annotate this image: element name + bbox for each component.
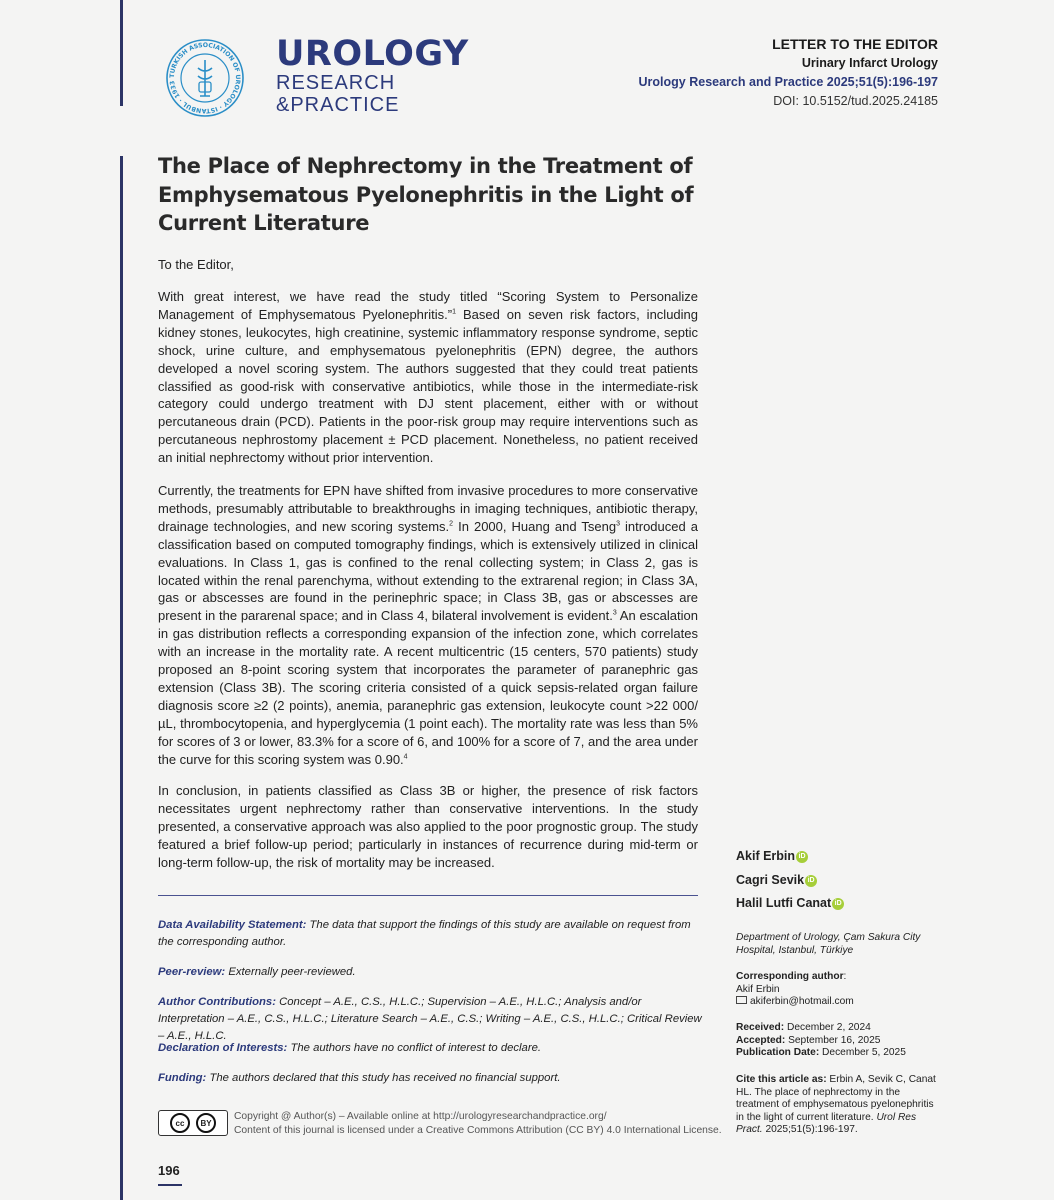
body-accent-bar [120,156,123,1200]
data-availability-label: Data Availability Statement: [158,919,307,931]
corr-author-email-row [736,996,936,1009]
by-icon: BY [196,1113,216,1133]
p2-text-a: Currently, the treatments for EPN have shifted from invasive procedures to more conservative methods, presumably attributable to breakthroughs in imaging techniques, antibiotic therapy, drainage technologies, and new scoring systems. [158,483,698,534]
data-availability-statement [158,917,703,951]
corresponding-author [736,971,936,1009]
cite-tail: 2025;51(5):196-197. [762,1124,858,1135]
paragraph-1 [158,288,698,467]
seal-text: TURKISH ASSOCIATION OF UROLOGY · ISTANBUL · 1933 [168,41,242,115]
interests-label: Declaration of Interests: [158,1042,288,1054]
p2-text-b: In 2000, Huang and Tseng [453,518,617,534]
cite-this-article [736,1074,936,1137]
cite-text: Erbin A, Sevik C, Canat HL. The place of nephrectomy in the treatment of emphysematous pyelonephritis in the light of current literature. [736,1074,936,1123]
article-dates [736,1022,936,1060]
peer-review-text: Externally peer-reviewed. [225,966,356,978]
cite-journal: Urol Res Pract. [736,1111,917,1135]
received-value: December 2, 2024 [784,1022,871,1033]
cc-by-license-badge[interactable] [158,1110,228,1136]
author-contributions [158,994,703,1045]
doi[interactable]: DOI: 10.5152/tud.2025.24185 [773,94,938,108]
corr-author-heading [736,971,936,984]
corr-author-colon: : [843,971,847,982]
received-date [736,1022,936,1035]
orcid-icon[interactable]: iD [832,898,844,910]
publication-label: Publication Date: [736,1047,820,1058]
funding-text: The authors declared that this study has received no financial support. [206,1072,561,1084]
accepted-value: September 16, 2025 [785,1034,881,1046]
journal-citation: Urology Research and Practice 2025;51(5):196-197 [638,75,938,89]
license-line: Content of this journal is licensed under a Creative Commons Attribution (CC BY) 4.0 International License. [234,1125,722,1136]
citation-ref-1[interactable]: 1 [452,308,456,316]
envelope-icon [736,996,747,1004]
article-type: LETTER TO THE EDITOR [772,36,938,52]
header-accent-bar [120,0,123,106]
association-seal-logo [165,38,245,118]
journal-wordmark [276,36,469,116]
article-header-info [639,35,938,111]
publication-value: December 5, 2025 [819,1047,906,1058]
section-divider [158,895,698,896]
corr-author-label: Corresponding author [736,971,844,982]
p2-text-c: introduced a classification based on computed tomography findings, which is extensively utilized in clinical evaluations. In Class 1, gas is confined to the renal collecting system; in Class 2, gas is located within the renal parenchyma, without extending to the extrarenal region; in Class 3A, gas or abscesses are found in the perinephric space; in Class 3B, gas or abscesses are present in the pararenal space; and in Class 4, bilateral involvement is evident. [158,518,699,624]
cc-icon: cc [170,1113,190,1133]
article-section: Urinary Infarct Urology [801,56,938,70]
author-3-name: Halil Lutfi Canat [736,896,832,910]
corr-author-email[interactable]: akiferbin@hotmail.com [750,996,854,1007]
paragraph-3: In conclusion, in patients classified as Class 3B or higher, the presence of risk factors necessitates urgent nephrectomy rather than conservative interventions. In the study presented, a conservative approach was also applied to the poor prognostic group. The study featured a brief follow-up period; particularly in instances of recurrence during mid-term or long-term follow-up, the risk of mortality may be increased. [158,783,698,870]
p1-text-a: With great interest, we have read the study titled “Scoring System to Personalize Management of Emphysematous Pyelonephritis.” [158,289,698,322]
journal-name-practice: &PRACTICE [276,94,400,116]
journal-name-research: RESEARCH [276,72,396,94]
author-affiliation: Department of Urology, Çam Sakura City Hospital, Istanbul, Türkiye [736,932,921,956]
publication-date [736,1047,936,1060]
corr-author-name: Akif Erbin [736,983,780,995]
declaration-of-interests [158,1040,703,1057]
salutation: To the Editor, [158,257,234,272]
funding-statement [158,1070,703,1087]
copyright-line: Copyright @ Author(s) – Available online at http://urologyresearchandpractice.org/ [234,1111,607,1122]
page-number: 196 [158,1163,180,1178]
page-number-underline [158,1184,182,1186]
funding-label: Funding: [158,1072,207,1084]
author-1-name: Akif Erbin [736,849,796,863]
license-notice [234,1110,722,1138]
citation-ref-4[interactable]: 4 [403,753,408,761]
author-1 [736,845,844,869]
paragraph-2 [158,482,698,769]
citation-ref-3b[interactable]: 3 [612,610,617,618]
author-contributions-text: Concept – A.E., C.S., H.L.C.; Supervision – A.E., H.L.C.; Analysis and/or Interpretation – A.E., C.S., H.L.C.; Literature Search – A.E., C.S.; Writing – A.E., C.S., H.L.C.; Critical Review – A.E., H.L.C. [158,996,702,1042]
orcid-icon[interactable]: iD [796,851,808,863]
peer-review-label: Peer-review: [158,966,226,978]
article-title: The Place of Nephrectomy in the Treatment of Emphysematous Pyelonephritis in the Light of Current Literature [158,154,694,235]
interests-text: The authors have no conflict of interest to declare. [287,1042,542,1054]
orcid-icon[interactable]: iD [805,875,817,887]
accepted-date [736,1035,936,1048]
author-list [736,845,844,916]
citation-ref-3[interactable]: 3 [616,520,620,528]
data-availability-text: The data that support the findings of this study are available on request from the corresponding author. [158,919,691,948]
accepted-label: Accepted: [736,1034,786,1046]
author-2 [736,869,844,893]
cite-label: Cite this article as: [736,1074,827,1085]
p2-text-d: An escalation in gas distribution reflects a corresponding expansion of the infection zone, which correlates with an increase in the mortality rate. A recent multicentric (15 centers, 570 patients) study proposed an 8-point scoring system that incorporates the parameter of paranephric gas extension (Class 3B). The scoring criteria consisted of a quick sepsis-related organ failure diagnosis score ≥2 (2 points), anemia, paranephric gas extension, leukocyte count >22 000/µL, thrombocytopenia, and hyperglycemia (1 point each). The mortality rate was less than 5% for scores of 3 or lower, 83.3% for a score of 6, and 100% for a score of 7, and the area under the curve for this scoring system was 0.90. [158,608,698,767]
author-contributions-label: Author Contributions: [158,996,276,1008]
peer-review-statement [158,964,703,981]
author-2-name: Cagri Sevik [736,872,805,887]
citation-ref-2[interactable]: 2 [449,520,454,528]
received-label: Received: [736,1022,785,1033]
p1-text-b: Based on seven risk factors, including kidney stones, leukocytes, high creatinine, systemic inflammatory response syndrome, septic shock, urine culture, and emphysematous pyelonephritis (EPN) degree, the authors developed a novel scoring system. The authors suggested that they could treat patients classified as good-risk with conservative antibiotics, while those in the intermediate-risk category could undergo treatment with DJ stent placement, either with or without percutaneous drain (PCD). Patients in the poor-risk group may require interventions such as percutaneous nephrostomy placement ± PCD placement. Nonetheless, no patient received an initial nephrectomy without prior intervention. [158,306,698,466]
journal-name-urology: UROLOGY [276,34,469,74]
author-3 [736,892,844,916]
